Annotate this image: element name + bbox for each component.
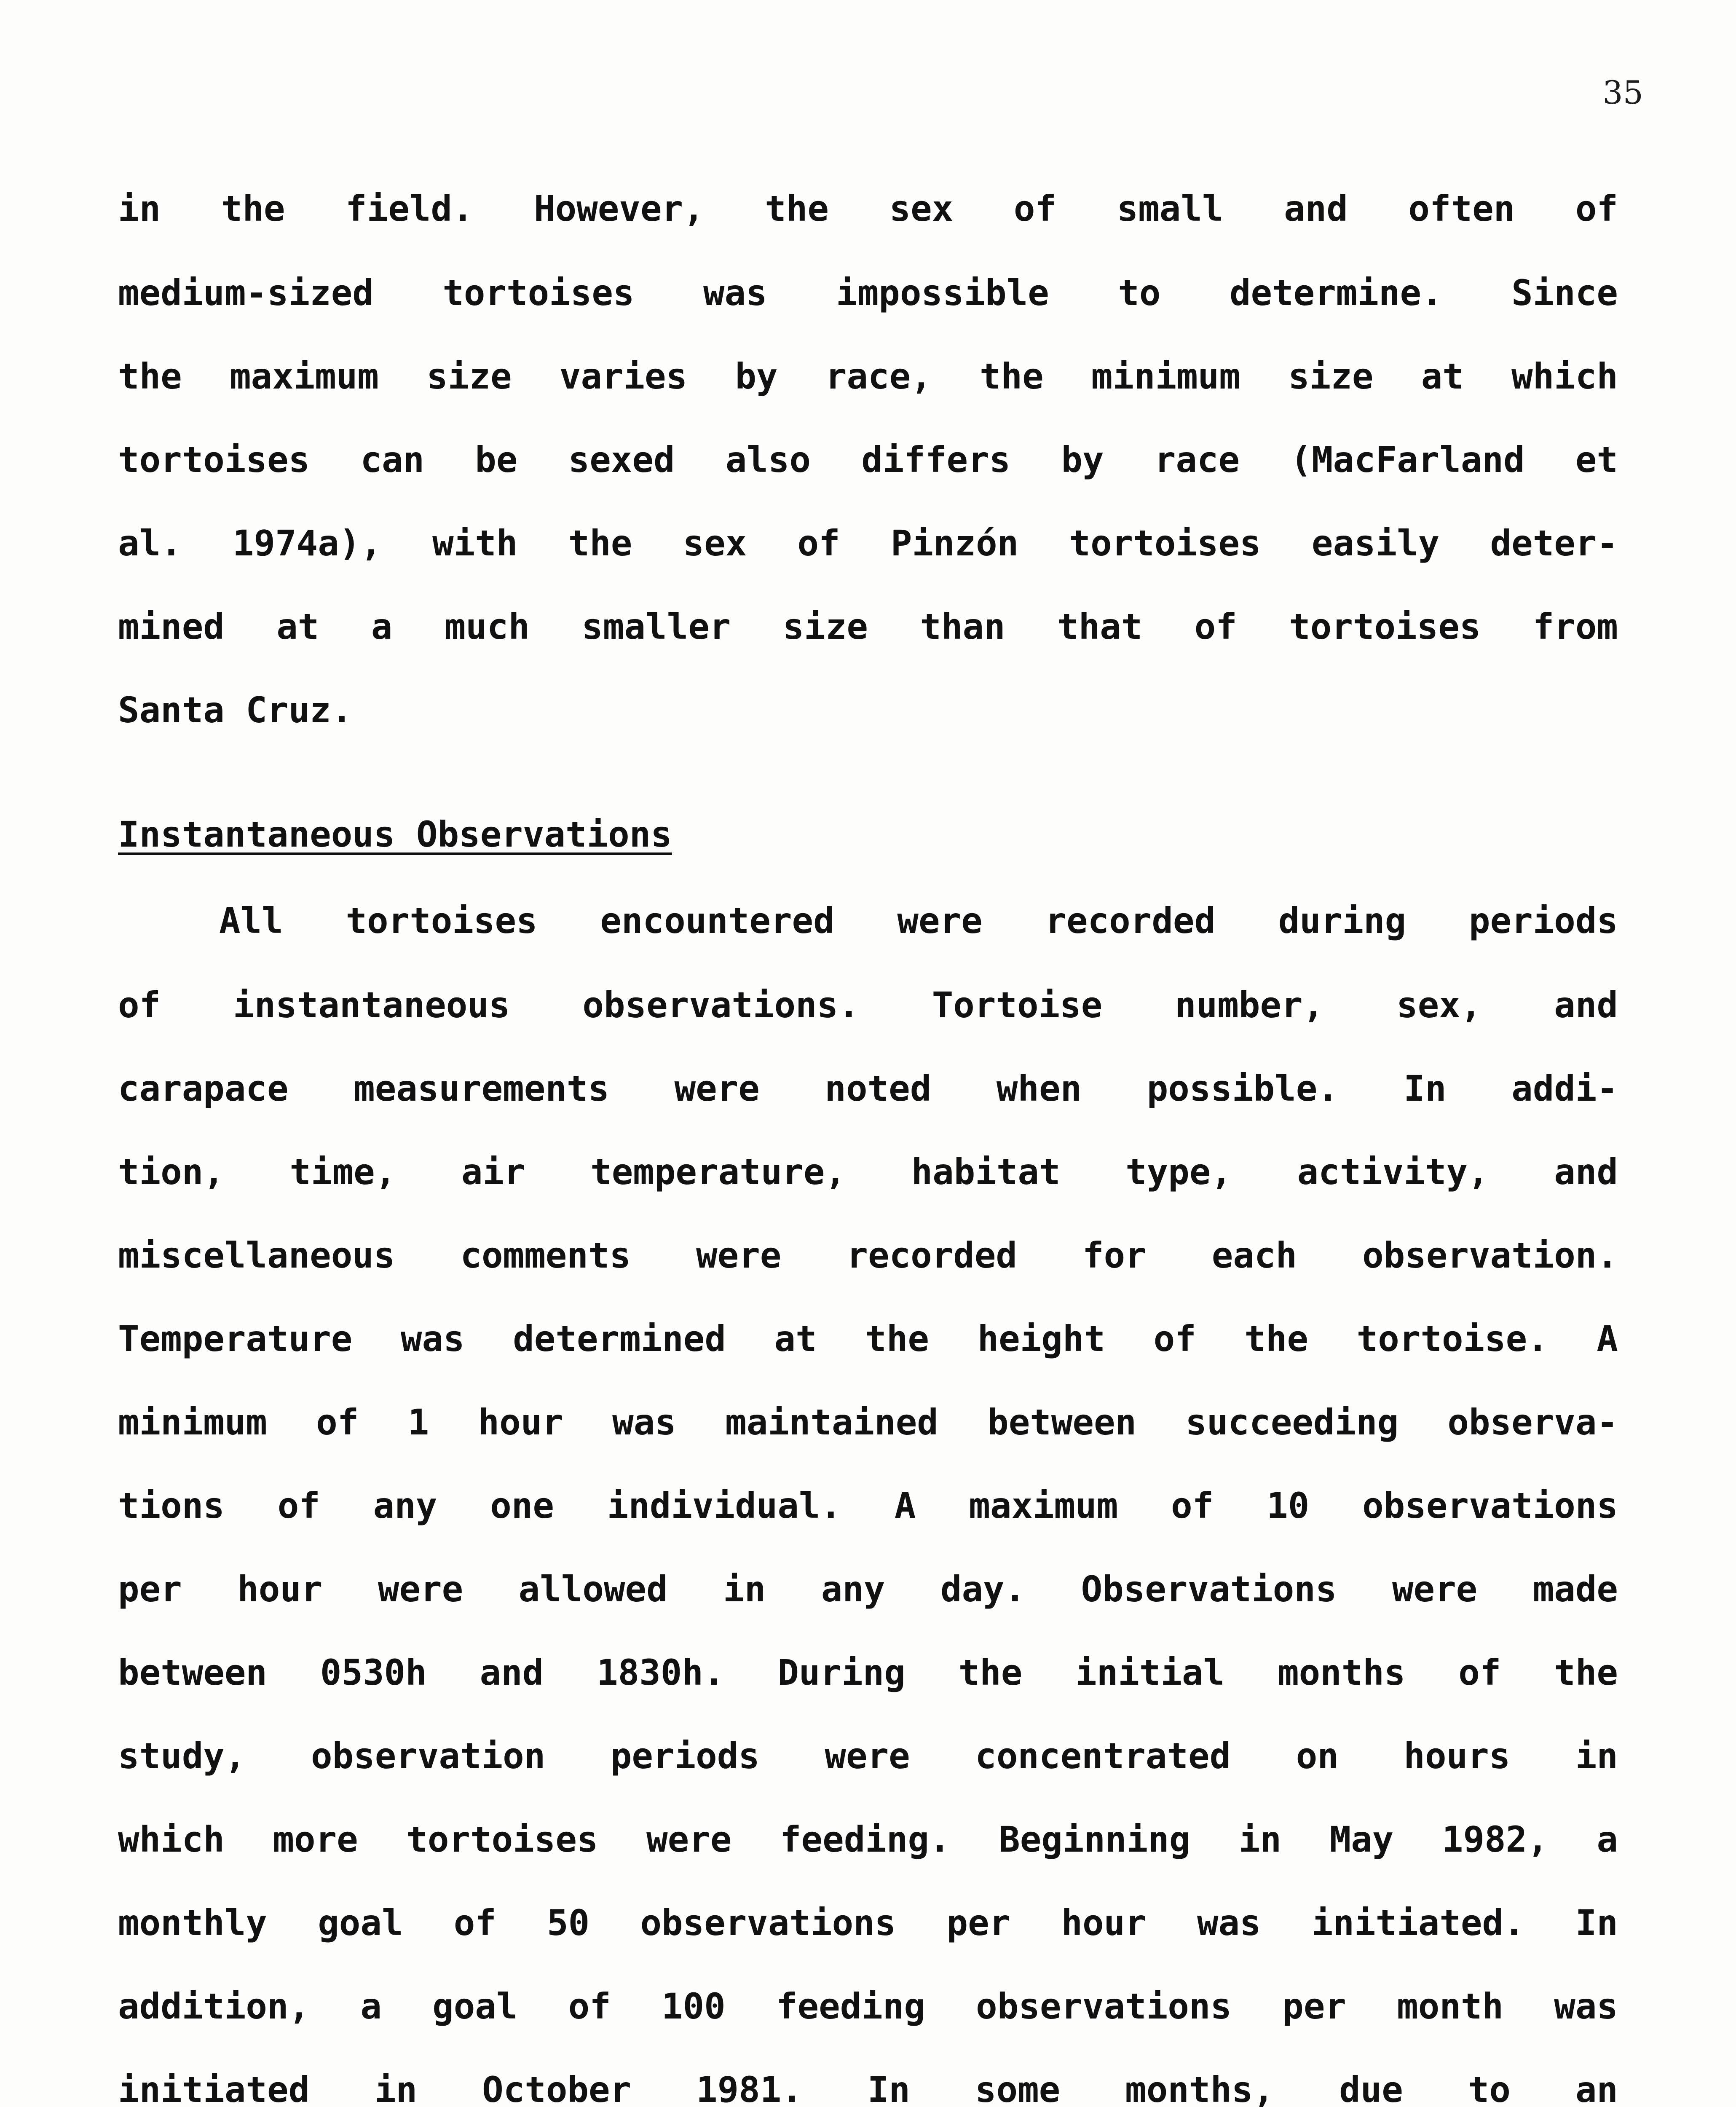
paragraph-line: per hour were allowed in any day. Observations were made bbox=[118, 1568, 1618, 1610]
paragraph-line: between 0530h and 1830h. During the initial months of the bbox=[118, 1652, 1618, 1693]
paragraph-line: monthly goal of 50 observations per hour was initiated. In bbox=[118, 1902, 1618, 1943]
paragraph-line: miscellaneous comments were recorded for each observation. bbox=[118, 1235, 1618, 1276]
paragraph-line: All tortoises encountered were recorded during periods bbox=[219, 900, 1618, 941]
paragraph-line: al. 1974a), with the sex of Pinzón tortoises easily deter- bbox=[118, 523, 1618, 564]
paragraph-line: tortoises can be sexed also differs by race (MacFarland et bbox=[118, 439, 1618, 480]
paragraph-line: Santa Cruz. bbox=[118, 689, 353, 731]
paragraph-line: tions of any one individual. A maximum of 10 observations bbox=[118, 1485, 1618, 1526]
paragraph-line: study, observation periods were concentrated on hours in bbox=[118, 1735, 1618, 1777]
paragraph-line: carapace measurements were noted when possible. In addi- bbox=[118, 1068, 1618, 1109]
paragraph-line: medium-sized tortoises was impossible to determine. Since bbox=[118, 272, 1618, 314]
paragraph-line: mined at a much smaller size than that of tortoises from bbox=[118, 606, 1618, 647]
paragraph-line: tion, time, air temperature, habitat type, activity, and bbox=[118, 1151, 1618, 1193]
paragraph-line: which more tortoises were feeding. Beginning in May 1982, a bbox=[118, 1819, 1618, 1860]
paragraph-line: Temperature was determined at the height of the tortoise. A bbox=[118, 1318, 1618, 1359]
paragraph-line: minimum of 1 hour was maintained between succeeding observa- bbox=[118, 1402, 1618, 1443]
section-heading: Instantaneous Observations bbox=[118, 814, 672, 855]
paragraph-line: the maximum size varies by race, the minimum size at which bbox=[118, 356, 1618, 397]
paragraph-line: in the field. However, the sex of small and often of bbox=[118, 188, 1618, 229]
page-number: 35 bbox=[1602, 74, 1643, 111]
paragraph-line: of instantaneous observations. Tortoise number, sex, and bbox=[118, 984, 1618, 1026]
paragraph-line: initiated in October 1981. In some months, due to an bbox=[118, 2069, 1618, 2107]
paragraph-line: addition, a goal of 100 feeding observations per month was bbox=[118, 1986, 1618, 2027]
